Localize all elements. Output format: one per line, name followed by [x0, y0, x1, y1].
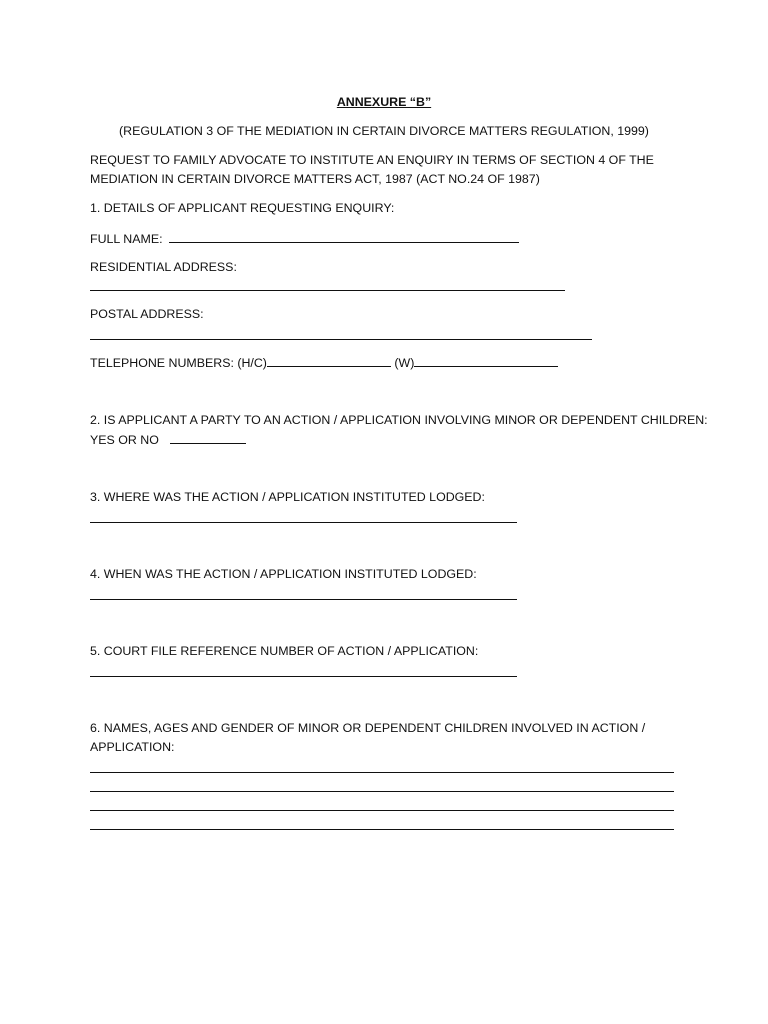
yes-or-no-field[interactable] [170, 430, 246, 444]
section-6-line-1: 6. NAMES, AGES AND GENDER OF MINOR OR DEPENDENT CHILDREN INVOLVED IN ACTION / [90, 721, 646, 735]
regulation-reference: (REGULATION 3 OF THE MEDIATION IN CERTAIN DIVORCE MATTERS REGULATION, 1999) [119, 124, 649, 138]
request-line-1: REQUEST TO FAMILY ADVOCATE TO INSTITUTE AN ENQUIRY IN TERMS OF SECTION 4 OF THE [90, 153, 654, 167]
telephone-row [90, 353, 558, 373]
full-name-label: FULL NAME: [90, 232, 163, 246]
postal-address-field[interactable] [90, 339, 592, 340]
section-2-row [90, 430, 246, 450]
section-6-field-1[interactable] [90, 772, 674, 773]
full-name-row [90, 229, 519, 249]
annexure-title: ANNEXURE “B” [336, 95, 432, 109]
telephone-work-field[interactable] [414, 353, 558, 367]
section-3-heading: 3. WHERE WAS THE ACTION / APPLICATION INSTITUTED LODGED: [90, 490, 485, 504]
request-line-2: MEDIATION IN CERTAIN DIVORCE MATTERS ACT, 1987 (ACT NO.24 OF 1987) [90, 172, 540, 186]
residential-address-label: RESIDENTIAL ADDRESS: [90, 260, 237, 274]
residential-address-field[interactable] [90, 290, 565, 291]
postal-address-label: POSTAL ADDRESS: [90, 307, 204, 321]
full-name-field[interactable] [169, 229, 519, 243]
section-6-field-4[interactable] [90, 829, 674, 830]
yes-or-no-label: YES OR NO [90, 433, 159, 447]
section-4-heading: 4. WHEN WAS THE ACTION / APPLICATION INSTITUTED LODGED: [90, 567, 477, 581]
section-6-line-2: APPLICATION: [90, 740, 175, 754]
telephone-work-label: (W) [394, 356, 415, 370]
section-1-heading: 1. DETAILS OF APPLICANT REQUESTING ENQUIRY: [90, 201, 395, 215]
telephone-home-label: TELEPHONE NUMBERS: (H/C) [90, 356, 267, 370]
section-4-field[interactable] [90, 599, 517, 600]
section-3-field[interactable] [90, 522, 517, 523]
section-5-heading: 5. COURT FILE REFERENCE NUMBER OF ACTION / APPLICATION: [90, 644, 479, 658]
section-2-line-1: 2. IS APPLICANT A PARTY TO AN ACTION / APPLICATION INVOLVING MINOR OR DEPENDENT CHILDREN: [90, 413, 708, 427]
section-5-field[interactable] [90, 676, 517, 677]
telephone-home-field[interactable] [267, 353, 391, 367]
section-6-field-2[interactable] [90, 791, 674, 792]
document-title [0, 93, 768, 112]
section-6-field-3[interactable] [90, 810, 674, 811]
